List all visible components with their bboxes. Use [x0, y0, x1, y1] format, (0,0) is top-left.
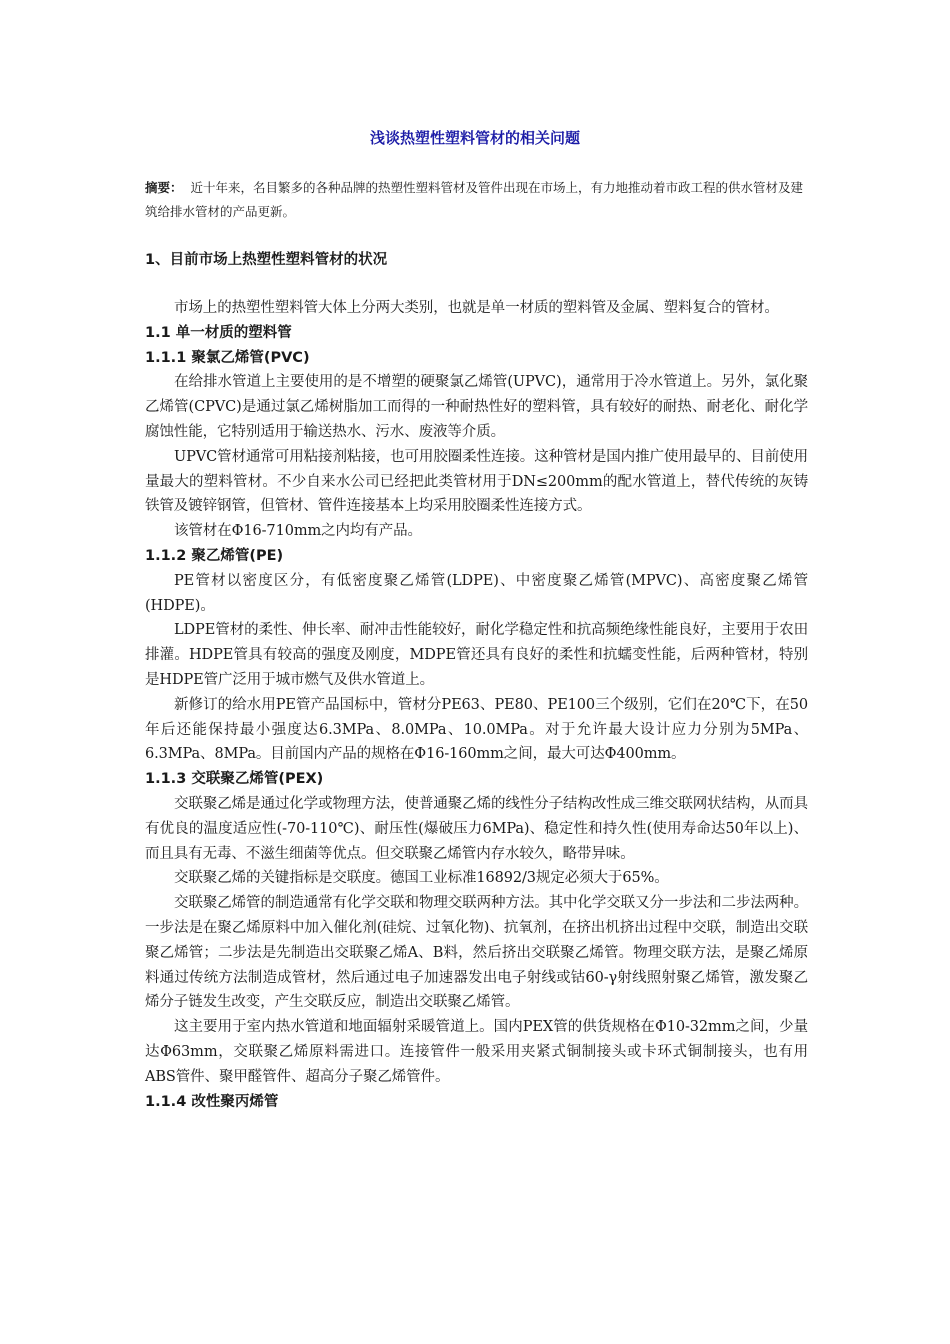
pe-paragraph-3: 新修订的给水用PE管产品国标中，管材分PE63、PE80、PE100三个级别，它们在20℃下，在50年后还能保持最小强度达6.3MPa、8.0MPa、10.0MPa。对于允许最大设计应力分别为5MPa、6.3MPa、8MPa。目前国内产品的规格在Φ16-160mm之间，最大可达Φ400mm。: [145, 696, 808, 763]
pex-paragraph-1: 交联聚乙烯是通过化学或物理方法，使普通聚乙烯的线性分子结构改性成三维交联网状结构，从而具有优良的温度适应性(-70-110℃)、耐压性(爆破压力6MPa)、稳定性和持久性(使用寿命达50年以上)、而且具有无毒、不滋生细菌等优点。但交联聚乙烯管内存水较久，略带异味。: [145, 795, 808, 862]
pex-paragraph-2: 交联聚乙烯的关键指标是交联度。德国工业标准16892/3规定必须大于65%。: [174, 870, 669, 887]
abstract: [145, 176, 810, 224]
pex-paragraph-4: 这主要用于室内热水管道和地面辐射采暖管道上。国内PEX管的供货规格在Φ10-32mm之间，少量达Φ63mm，交联聚乙烯原料需进口。连接管件一般采用夹紧式铜制接头或卡环式铜制接头，也有用ABS管件、聚甲醛管件、超高分子聚乙烯管件。: [145, 1019, 808, 1085]
section-1-body: [145, 296, 808, 1114]
section-1-heading: 1、目前市场上热塑性塑料管材的状况: [145, 252, 388, 268]
section-1-intro: 市场上的热塑性塑料管大体上分两大类别，也就是单一材质的塑料管及金属、塑料复合的管材。: [174, 300, 779, 316]
pvc-paragraph-2: UPVC管材通常可用粘接剂粘接，也可用胶圈柔性连接。这种管材是国内推广使用最早的、目前使用量最大的塑料管材。不少自来水公司已经把此类管材用于DN≤200mm的配水管道上，替代传统的灰铸铁管及镀锌钢管，但管材、管件连接基本上均采用胶圈柔性连接方式。: [145, 448, 808, 515]
abstract-text: 近十年来，名目繁多的各种品牌的热塑性塑料管材及管件出现在市场上，有力地推动着市政工程的供水管材及建筑给排水管材的产品更新。: [145, 180, 804, 219]
pe-paragraph-1: PE管材以密度区分，有低密度聚乙烯管(LDPE)、中密度聚乙烯管(MPVC)、高密度聚乙烯管(HDPE)。: [145, 572, 808, 614]
pvc-paragraph-3: 该管材在Φ16-710mm之内均有产品。: [174, 523, 422, 540]
pe-paragraph-2: LDPE管材的柔性、伸长率、耐冲击性能较好，耐化学稳定性和抗高频绝缘性能良好，主要用于农田排灌。HDPE管具有较高的强度及刚度，MDPE管还具有良好的柔性和抗蠕变性能，后两种管材，特别是HDPE管广泛用于城市燃气及供水管道上。: [145, 622, 808, 688]
subsection-1-1-1-heading: 1.1.1 聚氯乙烯管(PVC): [145, 349, 310, 366]
abstract-label: 摘要：: [145, 180, 183, 195]
subsection-1-1-2-heading: 1.1.2 聚乙烯管(PE): [145, 547, 284, 564]
subsection-1-1-4-heading: 1.1.4 改性聚丙烯管: [145, 1093, 279, 1110]
pex-paragraph-3: 交联聚乙烯管的制造通常有化学交联和物理交联两种方法。其中化学交联又分一步法和二步法两种。一步法是在聚乙烯原料中加入催化剂(硅烷、过氧化物)、抗氧剂，在挤出机挤出过程中交联，制造出交联聚乙烯管；二步法是先制造出交联聚乙烯A、B料，然后挤出交联聚乙烯管。物理交联方法，是聚乙烯原料通过传统方法制造成管材，然后通过电子加速器发出电子射线或钴60-γ射线照射聚乙烯管，激发聚乙烯分子链发生改变，产生交联反应，制造出交联聚乙烯管。: [145, 895, 808, 1011]
subsection-1-1-heading: 1.1 单一材质的塑料管: [145, 324, 292, 341]
subsection-1-1-3-heading: 1.1.3 交联聚乙烯管(PEX): [145, 771, 324, 788]
document-title: 浅谈热塑性塑料管材的相关问题: [369, 129, 580, 147]
pvc-paragraph-1: 在给排水管道上主要使用的是不增塑的硬聚氯乙烯管(UPVC)，通常用于冷水管道上。另外，氯化聚乙烯管(CPVC)是通过氯乙烯树脂加工而得的一种耐热性好的塑料管，具有较好的耐热、耐老化、耐化学腐蚀性能，它特别适用于输送热水、污水、废液等介质。: [145, 374, 808, 440]
